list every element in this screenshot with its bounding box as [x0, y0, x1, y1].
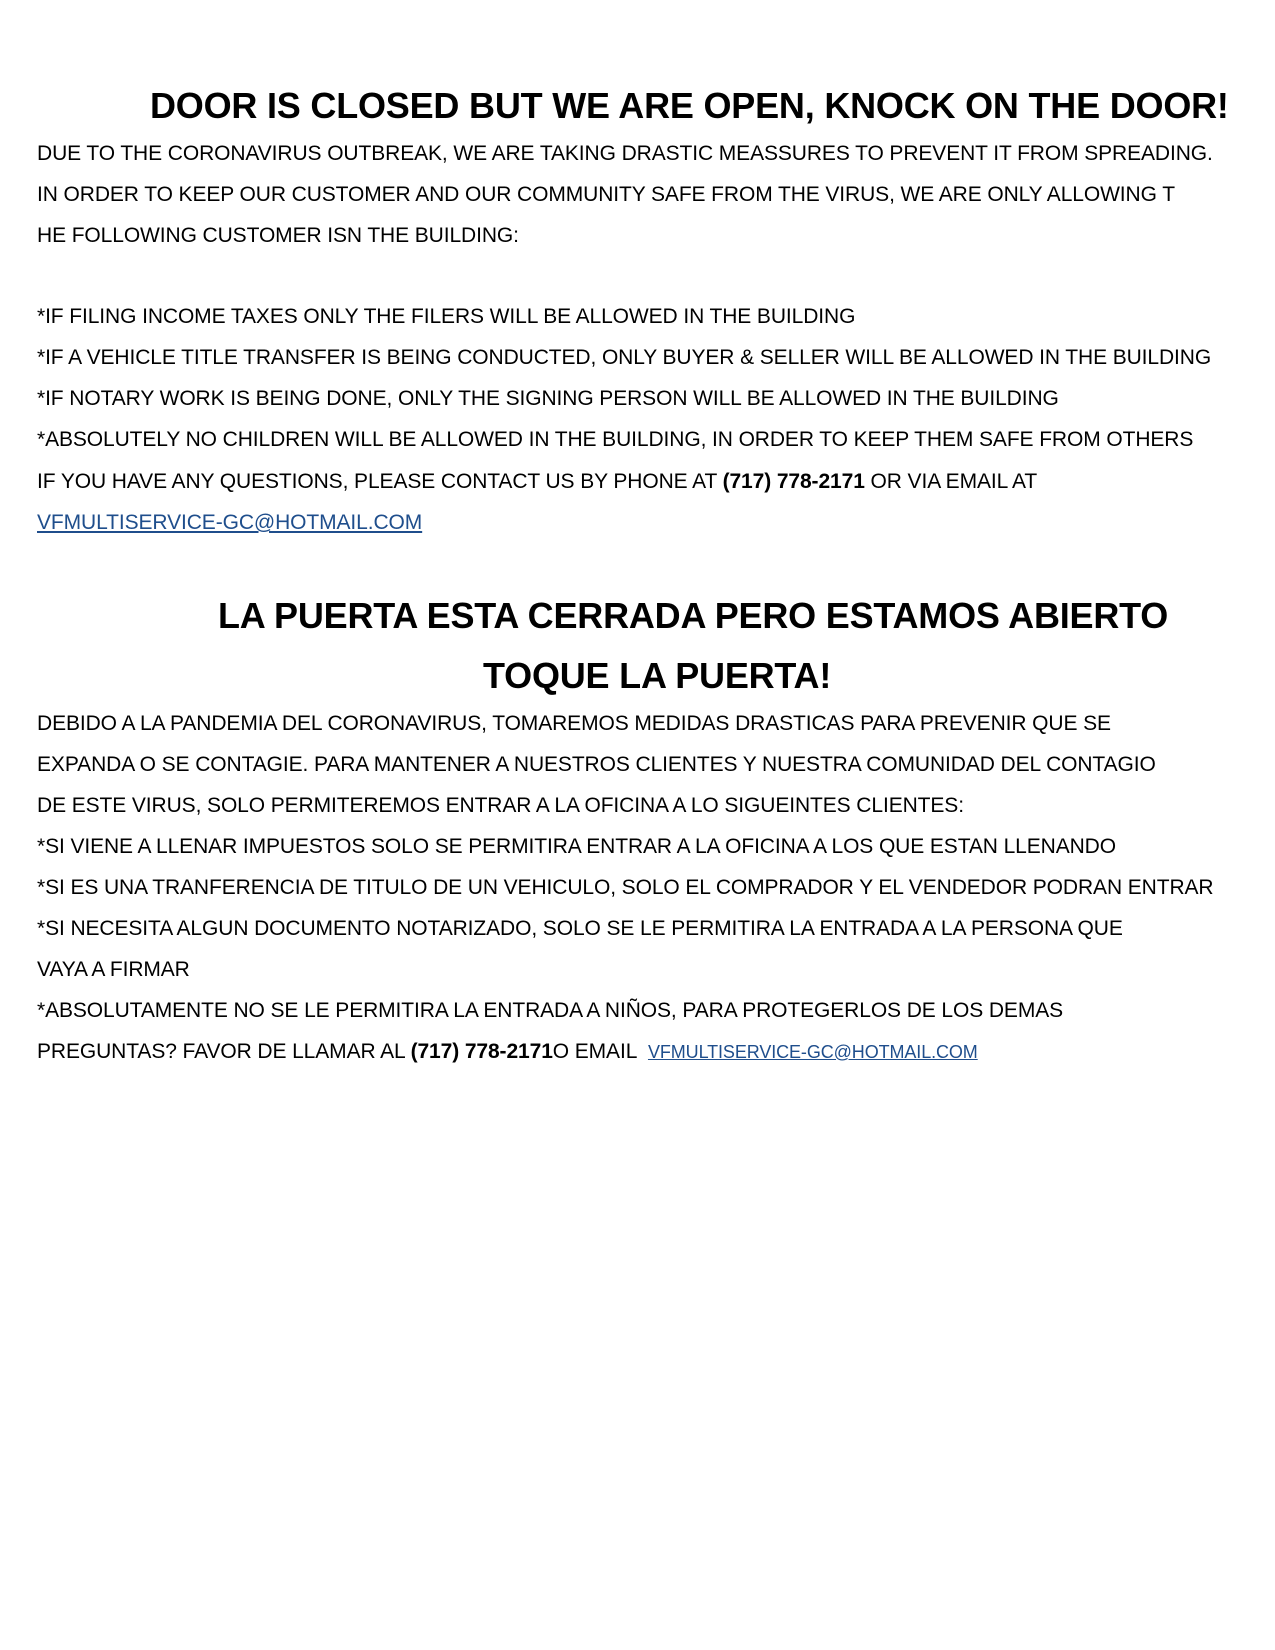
- spanish-heading-line-2: TOQUE LA PUERTA!: [483, 655, 832, 696]
- english-intro-line-2: IN ORDER TO KEEP OUR CUSTOMER AND OUR COMMUNITY SAFE FROM THE VIRUS, WE ARE ONLY ALLOWING T: [37, 183, 1175, 206]
- english-contact-suffix: OR VIA EMAIL AT: [864, 470, 1038, 493]
- english-contact-prefix: IF YOU HAVE ANY QUESTIONS, PLEASE CONTACT US BY PHONE AT: [37, 470, 723, 493]
- spanish-contact-line: [37, 1039, 978, 1065]
- english-rule-taxes: *IF FILING INCOME TAXES ONLY THE FILERS WILL BE ALLOWED IN THE BUILDING: [37, 305, 856, 328]
- spanish-intro-line-2: EXPANDA O SE CONTAGIE. PARA MANTENER A NUESTROS CLIENTES Y NUESTRA COMUNIDAD DEL CONTAGIO: [37, 753, 1156, 776]
- english-rule-notary: *IF NOTARY WORK IS BEING DONE, ONLY THE SIGNING PERSON WILL BE ALLOWED IN THE BUILDING: [37, 387, 1059, 410]
- english-rule-children: *ABSOLUTELY NO CHILDREN WILL BE ALLOWED IN THE BUILDING, IN ORDER TO KEEP THEM SAFE FROM OTHERS: [37, 428, 1194, 451]
- english-intro-line-1: DUE TO THE CORONAVIRUS OUTBREAK, WE ARE TAKING DRASTIC MEASSURES TO PREVENT IT FROM SPREADING.: [37, 142, 1213, 165]
- spanish-rule-ninos: *ABSOLUTAMENTE NO SE LE PERMITIRA LA ENTRADA A NIÑOS, PARA PROTEGERLOS DE LOS DEMAS: [37, 999, 1064, 1022]
- spanish-phone[interactable]: (717) 778-2171: [410, 1040, 553, 1063]
- spanish-intro-line-3: DE ESTE VIRUS, SOLO PERMITEREMOS ENTRAR A LA OFICINA A LO SIGUEINTES CLIENTES:: [37, 794, 964, 817]
- english-intro-line-3: HE FOLLOWING CUSTOMER ISN THE BUILDING:: [37, 224, 519, 247]
- spanish-heading-line-1: LA PUERTA ESTA CERRADA PERO ESTAMOS ABIERTO: [218, 595, 1169, 636]
- spanish-rule-titulo: *SI ES UNA TRANFERENCIA DE TITULO DE UN VEHICULO, SOLO EL COMPRADOR Y EL VENDEDOR PODRAN ENTRAR: [37, 876, 1214, 899]
- english-email-line: [37, 510, 422, 536]
- english-phone[interactable]: (717) 778-2171: [722, 470, 865, 493]
- english-email-link[interactable]: VFMULTISERVICE-GC@HOTMAIL.COM: [37, 511, 423, 534]
- spanish-intro-line-1: DEBIDO A LA PANDEMIA DEL CORONAVIRUS, TOMAREMOS MEDIDAS DRASTICAS PARA PREVENIR QUE SE: [37, 712, 1111, 735]
- english-rule-vehicle-title: *IF A VEHICLE TITLE TRANSFER IS BEING CONDUCTED, ONLY BUYER & SELLER WILL BE ALLOWED IN THE BUILDING: [37, 346, 1212, 369]
- spanish-contact-suffix: O EMAIL: [552, 1040, 648, 1063]
- english-contact-line: [37, 469, 1037, 495]
- spanish-rule-impuestos: *SI VIENE A LLENAR IMPUESTOS SOLO SE PERMITIRA ENTRAR A LA OFICINA A LOS QUE ESTAN LLENANDO: [37, 835, 1116, 858]
- spanish-contact-prefix: PREGUNTAS? FAVOR DE LLAMAR AL: [37, 1040, 411, 1063]
- spanish-rule-notarizado-cont: VAYA A FIRMAR: [37, 958, 190, 981]
- spanish-rule-notarizado: *SI NECESITA ALGUN DOCUMENTO NOTARIZADO, SOLO SE LE PERMITIRA LA ENTRADA A LA PERSONA QUE: [37, 917, 1123, 940]
- spanish-email-link[interactable]: VFMULTISERVICE-GC@HOTMAIL.COM: [647, 1042, 978, 1062]
- english-heading: DOOR IS CLOSED BUT WE ARE OPEN, KNOCK ON THE DOOR!: [150, 85, 1229, 126]
